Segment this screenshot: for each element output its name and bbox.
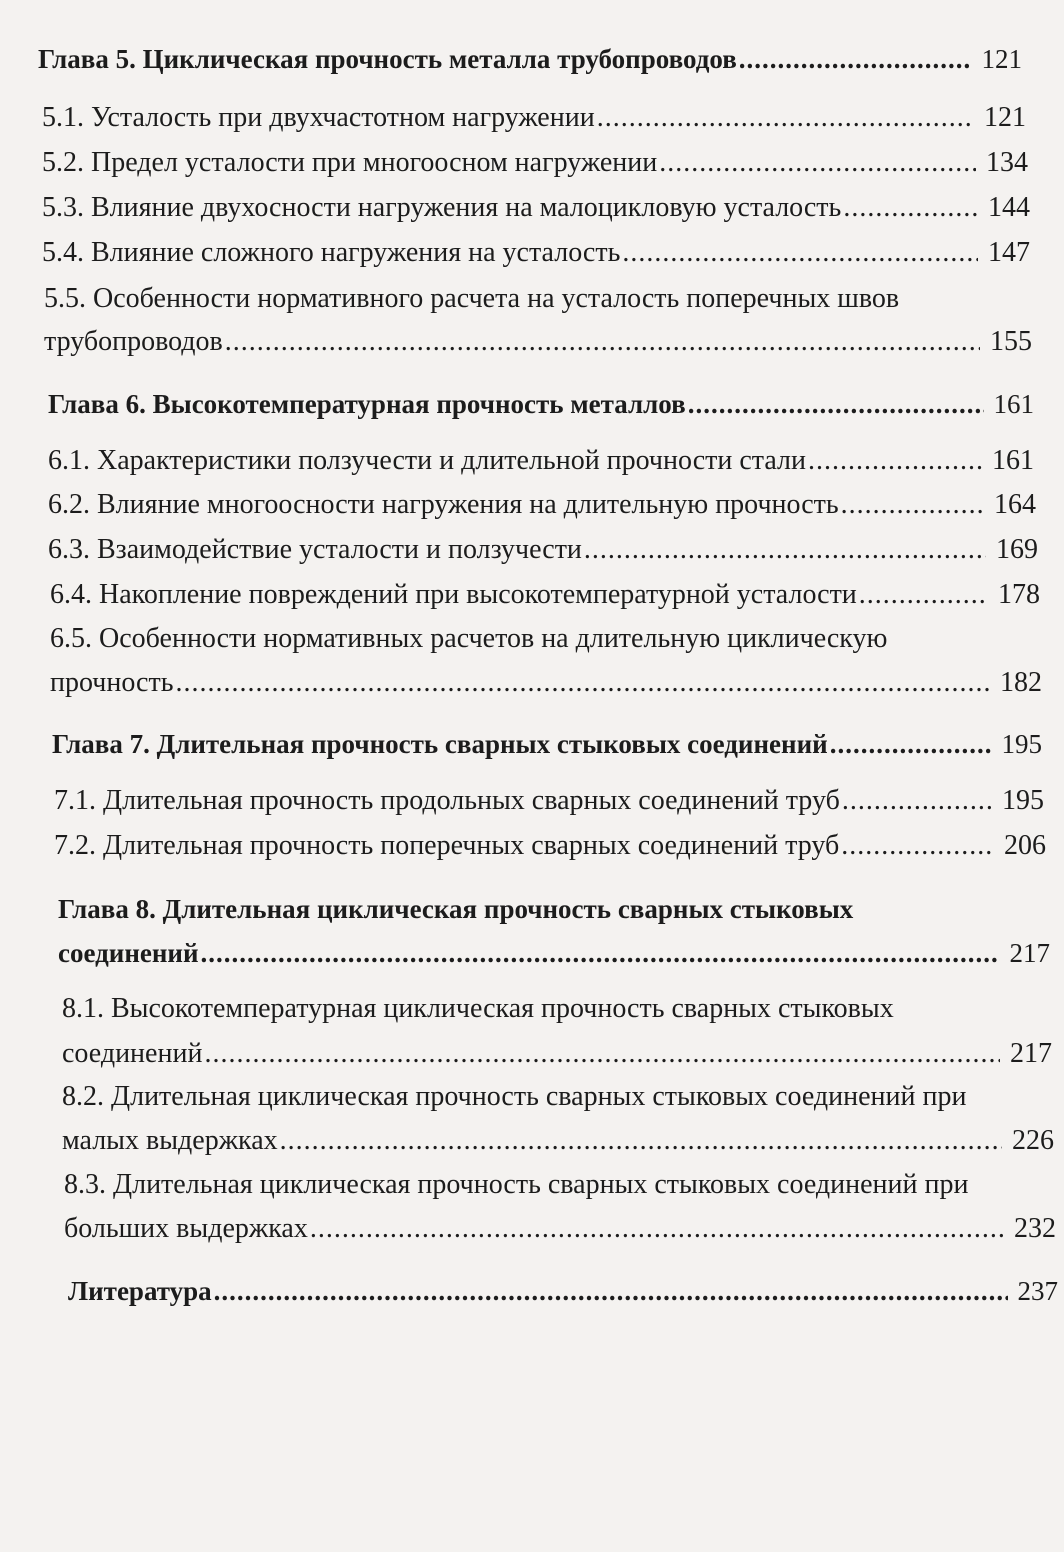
toc-entry-title: 6.5. Особенности нормативных расчетов на длительную циклическую bbox=[50, 623, 888, 654]
toc-entry-page: 164 bbox=[994, 489, 1036, 520]
toc-entry-title-continued: малых выдержках bbox=[62, 1125, 278, 1156]
leader-dots bbox=[830, 727, 992, 761]
toc-entry-5-3[interactable] bbox=[42, 191, 1030, 225]
toc-entry-page: 195 bbox=[1002, 785, 1044, 816]
toc-entry-title: 8.3. Длительная циклическая прочность сварных стыковых соединений при bbox=[64, 1169, 969, 1200]
toc-entry-page: 121 bbox=[984, 102, 1026, 133]
toc-entry-title-continued: трубопроводов bbox=[44, 326, 223, 357]
toc-entry-page: 169 bbox=[996, 534, 1038, 565]
toc-entry-8-1-line1[interactable] bbox=[62, 992, 1050, 1026]
toc-entry-title: Глава 8. Длительная циклическая прочность сварных стыковых bbox=[58, 894, 854, 924]
leader-dots bbox=[204, 1037, 1000, 1071]
leader-dots bbox=[859, 578, 988, 612]
toc-entry-8-3-line1[interactable] bbox=[64, 1168, 1056, 1202]
toc-entry-5-2[interactable] bbox=[42, 146, 1028, 180]
toc-entry-5-4[interactable] bbox=[42, 236, 1030, 270]
toc-entry-5-5-line2[interactable] bbox=[44, 325, 1032, 359]
toc-entry-title: 7.2. Длительная прочность поперечных сварных соединений труб bbox=[54, 830, 840, 861]
toc-entry-5-5-line1[interactable] bbox=[44, 282, 1030, 316]
toc-entry-page: 155 bbox=[990, 326, 1032, 357]
toc-entry-title: 8.2. Длительная циклическая прочность сварных стыковых соединений при bbox=[62, 1081, 967, 1112]
toc-entry-page: 182 bbox=[1000, 667, 1042, 698]
toc-entry-title: 5.3. Влияние двухосности нагружения на малоцикловую усталость bbox=[42, 192, 842, 223]
toc-entry-title: Глава 7. Длительная прочность сварных стыковых соединений bbox=[52, 729, 828, 759]
toc-entry-literature[interactable] bbox=[68, 1274, 1058, 1308]
toc-entry-ch8-line2[interactable] bbox=[58, 936, 1050, 970]
toc-entry-page: 134 bbox=[986, 147, 1028, 178]
toc-entry-6-2[interactable] bbox=[48, 488, 1036, 522]
leader-dots bbox=[842, 784, 992, 818]
toc-entry-ch7[interactable] bbox=[52, 727, 1042, 761]
leader-dots bbox=[808, 444, 982, 478]
toc-entry-page: 217 bbox=[1009, 938, 1050, 968]
toc-entry-title: 6.3. Взаимодействие усталости и ползучести bbox=[48, 534, 582, 565]
toc-entry-6-5-line1[interactable] bbox=[50, 622, 1040, 656]
toc-entry-title: 8.1. Высокотемпературная циклическая прочность сварных стыковых bbox=[62, 993, 894, 1024]
toc-entry-title: 6.2. Влияние многоосности нагружения на длительную прочность bbox=[48, 489, 839, 520]
leader-dots bbox=[843, 191, 978, 225]
toc-entry-page: 161 bbox=[992, 445, 1034, 476]
toc-entry-page: 237 bbox=[1017, 1276, 1058, 1306]
toc-entry-page: 147 bbox=[988, 237, 1030, 268]
toc-entry-title-continued: соединений bbox=[62, 1038, 203, 1069]
leader-dots bbox=[739, 42, 972, 76]
toc-entry-ch6[interactable] bbox=[48, 387, 1034, 421]
toc-entry-ch8-line1[interactable] bbox=[58, 892, 1046, 926]
toc-entry-page: 232 bbox=[1014, 1213, 1056, 1244]
toc-entry-7-1[interactable] bbox=[54, 784, 1044, 818]
leader-dots bbox=[280, 1124, 1002, 1158]
leader-dots bbox=[310, 1212, 1004, 1246]
toc-entry-8-3-line2[interactable] bbox=[64, 1212, 1056, 1246]
leader-dots bbox=[841, 488, 984, 522]
leader-dots bbox=[622, 236, 978, 270]
toc-entry-page: 217 bbox=[1010, 1038, 1052, 1069]
toc-entry-title: 5.4. Влияние сложного нагружения на усталость bbox=[42, 237, 621, 268]
leader-dots bbox=[175, 666, 990, 700]
toc-entry-7-2[interactable] bbox=[54, 829, 1046, 863]
toc-entry-page: 178 bbox=[998, 579, 1040, 610]
toc-entry-title: 5.2. Предел усталости при многоосном нагружении bbox=[42, 147, 658, 178]
toc-entry-ch5[interactable] bbox=[38, 42, 1022, 76]
leader-dots bbox=[214, 1274, 1008, 1308]
leader-dots bbox=[201, 936, 1000, 970]
toc-entry-title: 6.4. Накопление повреждений при высокотемпературной усталости bbox=[50, 579, 857, 610]
toc-entry-title-continued: соединений bbox=[58, 938, 199, 968]
toc-entry-page: 226 bbox=[1012, 1125, 1054, 1156]
toc-entry-title: 7.1. Длительная прочность продольных сварных соединений труб bbox=[54, 785, 840, 816]
toc-entry-page: 144 bbox=[988, 192, 1030, 223]
toc-entry-6-3[interactable] bbox=[48, 533, 1038, 567]
toc-entry-title: Глава 5. Циклическая прочность металла трубопроводов bbox=[38, 44, 737, 74]
toc-entry-8-1-line2[interactable] bbox=[62, 1037, 1052, 1071]
toc-entry-page: 121 bbox=[981, 44, 1022, 74]
toc-entry-page: 206 bbox=[1004, 830, 1046, 861]
toc-entry-8-2-line1[interactable] bbox=[62, 1080, 1054, 1114]
toc-entry-title: Глава 6. Высокотемпературная прочность металлов bbox=[48, 389, 686, 419]
toc-entry-title: 5.1. Усталость при двухчастотном нагружении bbox=[42, 102, 595, 133]
toc-entry-6-4[interactable] bbox=[50, 578, 1040, 612]
toc-entry-title: 6.1. Характеристики ползучести и длительной прочности стали bbox=[48, 445, 806, 476]
toc-entry-title: Литература bbox=[68, 1276, 212, 1306]
leader-dots bbox=[659, 146, 976, 180]
toc-entry-page: 161 bbox=[993, 389, 1034, 419]
leader-dots bbox=[584, 533, 986, 567]
toc-entry-6-5-line2[interactable] bbox=[50, 666, 1042, 700]
toc-entry-page: 195 bbox=[1001, 729, 1042, 759]
toc-entry-title-continued: больших выдержках bbox=[64, 1213, 308, 1244]
leader-dots bbox=[841, 829, 994, 863]
toc-entry-5-1[interactable] bbox=[42, 101, 1026, 135]
toc-entry-6-1[interactable] bbox=[48, 444, 1034, 478]
leader-dots bbox=[225, 325, 980, 359]
toc-entry-8-2-line2[interactable] bbox=[62, 1124, 1054, 1158]
leader-dots bbox=[688, 387, 984, 421]
leader-dots bbox=[597, 101, 974, 135]
toc-entry-title: 5.5. Особенности нормативного расчета на усталость поперечных швов bbox=[44, 283, 900, 314]
toc-entry-title-continued: прочность bbox=[50, 667, 174, 698]
